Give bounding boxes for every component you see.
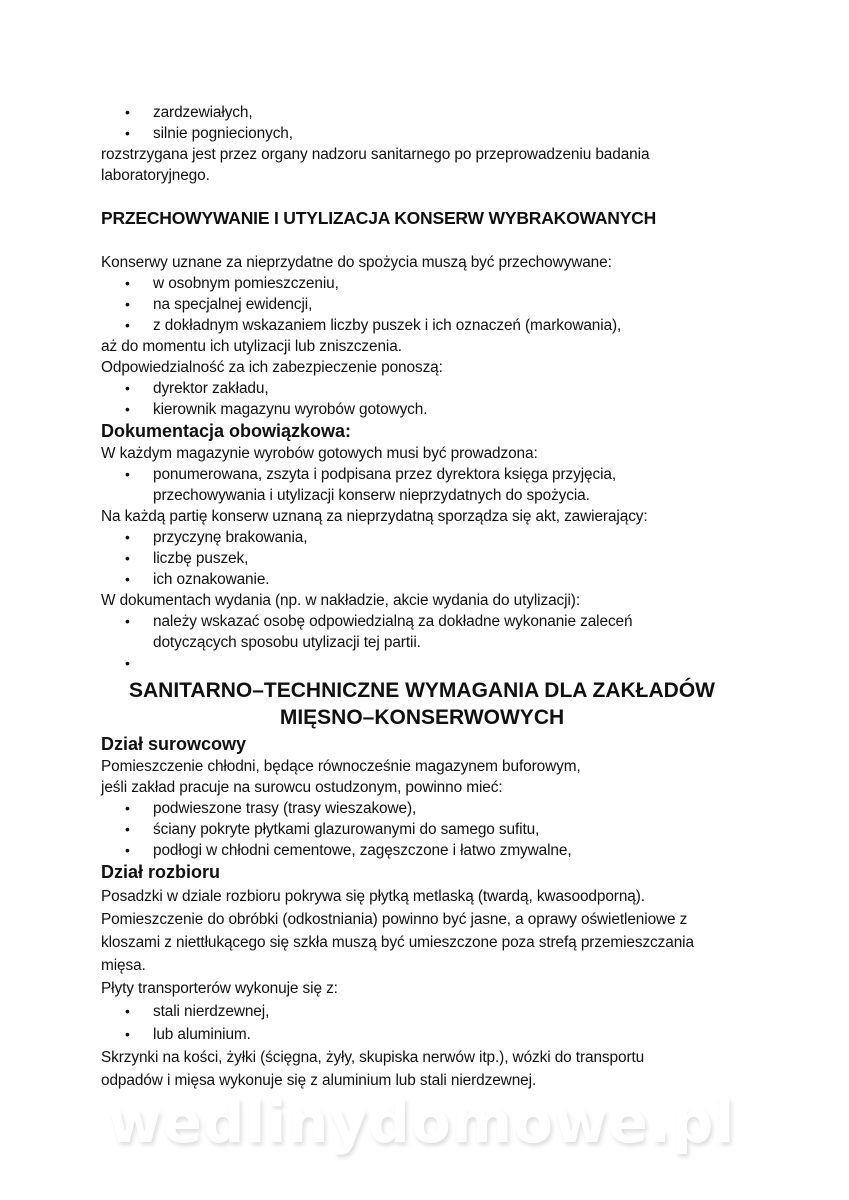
list-item: • ściany pokryte płytkami glazurowanymi do samego sufitu, [101,819,751,840]
paragraph-line: Konserwy uznane za nieprzydatne do spożycia muszą być przechowywane: [101,254,612,271]
list-item: • w osobnym pomieszczeniu, [101,273,751,294]
subheading-cutting-department: Dział rozbioru [101,862,221,882]
list-item-continuation: dotyczących sposobu utylizacji tej partii. [153,634,421,651]
paragraph-line: mięsa. [101,957,146,974]
paragraph-line: W dokumentach wydania (np. w nakładzie, akcie wydania do utylizacji): [101,592,580,609]
paragraph-line: Pomieszczenie do obróbki (odkostniania) powinno być jasne, a oprawy oświetleniowe z [101,911,688,928]
list-item: • stali nierdzewnej, [101,1001,751,1022]
section-heading-storage: PRZECHOWYWANIE I UTYLIZACJA KONSERW WYBRAKOWANYCH [101,208,657,228]
paragraph-line: laboratoryjnego. [101,167,210,184]
paragraph-line: kloszami z niettłukącego się szkła muszą być umieszczone poza strefą przemieszczania [101,934,694,951]
list-item: • podwieszone trasy (trasy wieszakowe), [101,798,751,819]
list-item: • z dokładnym wskazaniem liczby puszek i ich oznaczeń (markowania), [101,315,751,336]
list-item: • kierownik magazynu wyrobów gotowych. [101,399,751,420]
list-item: • ponumerowana, zszyta i podpisana przez dyrektora księga przyjęcia, [101,464,751,485]
document-page [101,102,751,1091]
list-item: • dyrektor zakładu, [101,378,751,399]
subheading-raw-department: Dział surowcowy [101,734,247,754]
list-item: • na specjalnej ewidencji, [101,294,751,315]
paragraph-line: jeśli zakład pracuje na surowcu ostudzonym, powinno mieć: [101,779,503,796]
list-item: • należy wskazać osobę odpowiedzialną za dokładne wykonanie zaleceń [101,611,751,632]
paragraph-line: Skrzynki na kości, żyłki (ścięgna, żyły, skupiska nerwów itp.), wózki do transportu [101,1049,645,1066]
section-heading-requirements-line2: MIĘSNO–KONSERWOWYCH [279,706,565,729]
paragraph-line: rozstrzygana jest przez organy nadzoru sanitarnego po przeprowadzeniu badania [101,146,650,163]
paragraph-line: Pomieszczenie chłodni, będące równocześnie magazynem buforowym, [101,758,581,775]
section-heading-requirements-line1: SANITARNO–TECHNICZNE WYMAGANIA DLA ZAKŁADÓW [128,679,715,702]
paragraph-line: W każdym magazynie wyrobów gotowych musi być prowadzona: [101,445,538,462]
subheading-documentation: Dokumentacja obowiązkowa: [101,421,352,441]
list-item: • ich oznakowanie. [101,569,751,590]
paragraph-line: Posadzki w dziale rozbioru pokrywa się płytką metlaską (twardą, kwasoodporną). [101,888,645,905]
empty-list-item [101,653,751,674]
paragraph-line: odpadów i mięsa wykonuje się z aluminium lub stali nierdzewnej. [101,1072,537,1089]
list-item: • podłogi w chłodni cementowe, zagęszczone i łatwo zmywalne, [101,840,751,861]
list-item: • zardzewiałych, [101,102,751,123]
list-item: • silnie pogniecionych, [101,123,751,144]
paragraph-line: Na każdą partię konserw uznaną za nieprzydatną sporządza się akt, zawierający: [101,508,648,525]
paragraph-line: Odpowiedzialność za ich zabezpieczenie ponoszą: [101,359,443,376]
list-item: • lub aluminium. [101,1024,751,1045]
list-item: • przyczynę brakowania, [101,527,751,548]
list-item-continuation: przechowywania i utylizacji konserw nieprzydatnych do spożycia. [153,487,590,504]
paragraph-line: aż do momentu ich utylizacji lub zniszczenia. [101,338,402,355]
paragraph-line: Płyty transporterów wykonuje się z: [101,980,338,997]
list-item: • liczbę puszek, [101,548,751,569]
watermark: wedlinydomowe.pl [108,1088,736,1156]
